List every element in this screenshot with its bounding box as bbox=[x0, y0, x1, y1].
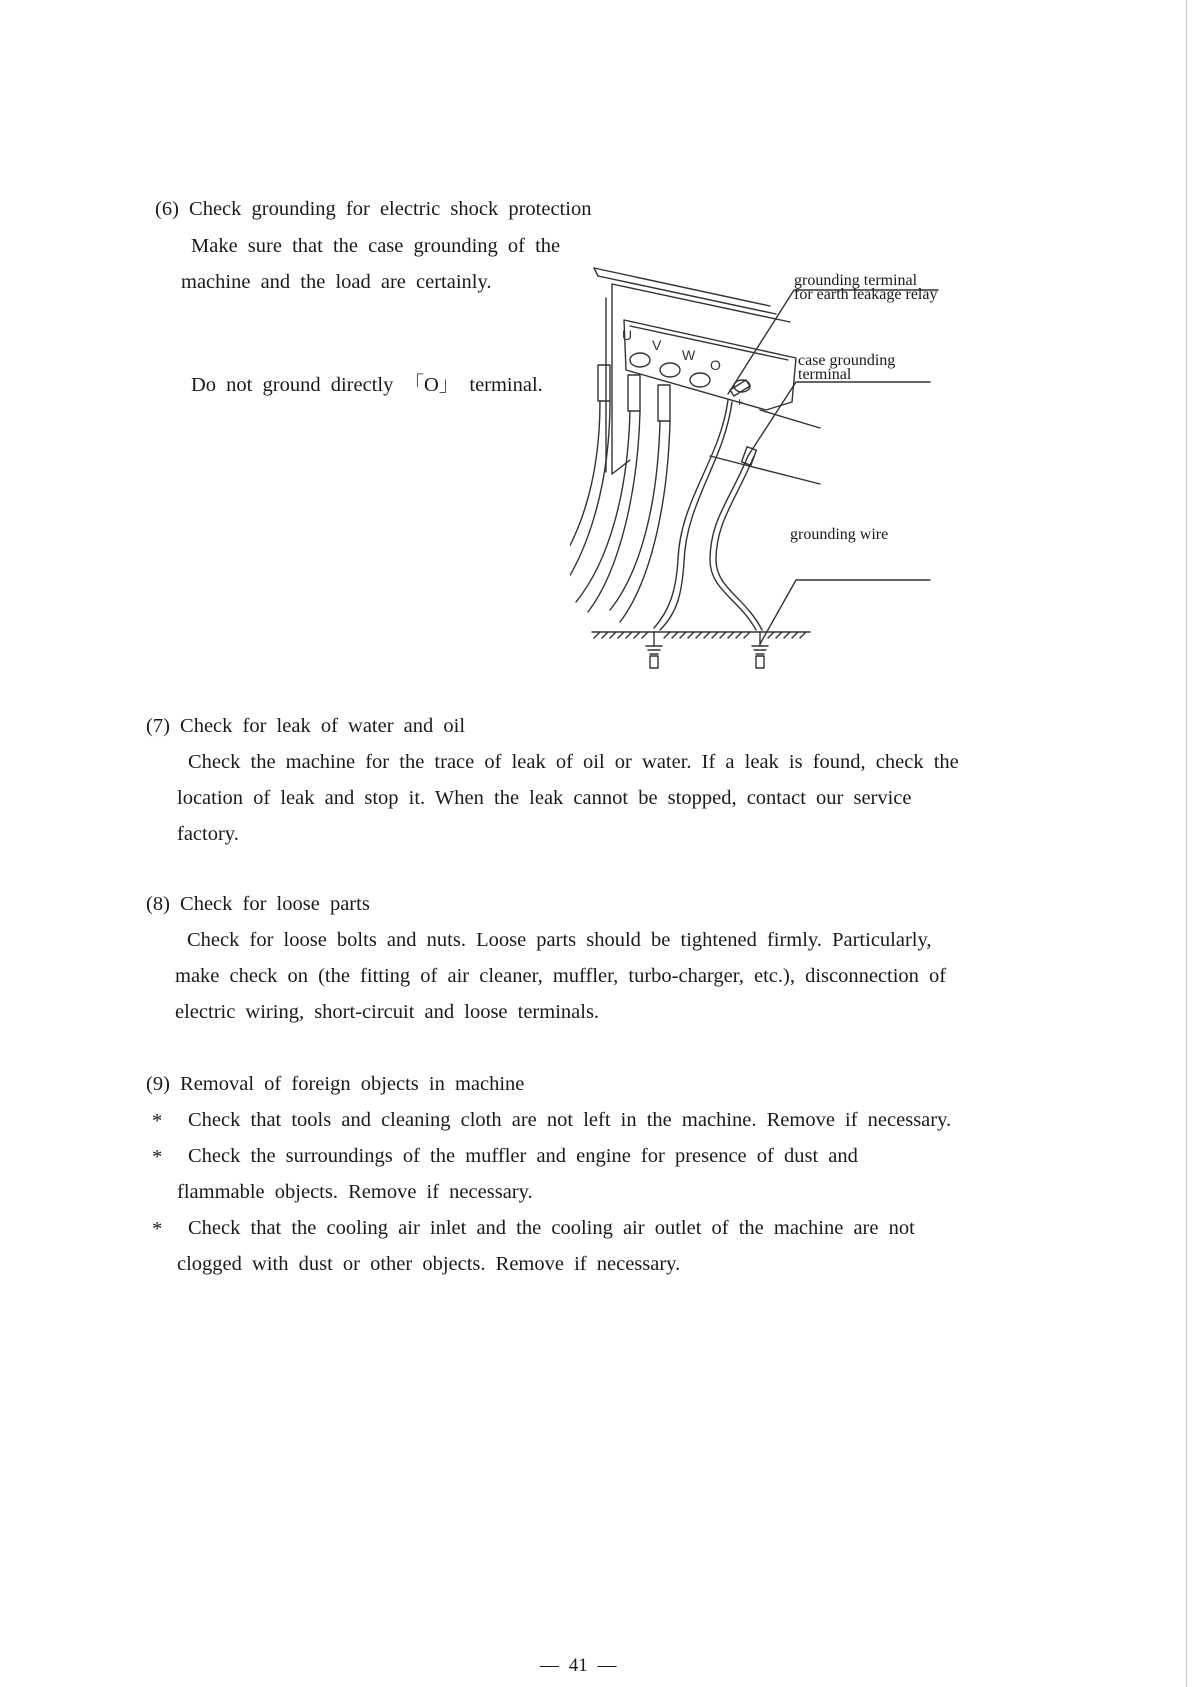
cable-u-left bbox=[570, 401, 600, 584]
section9-item2-line1: Check the surroundings of the muffler and engine for presence of dust and bbox=[188, 1145, 858, 1167]
bullet-2: * bbox=[152, 1146, 163, 1168]
label-relay-line1: grounding terminal bbox=[794, 272, 918, 289]
housing-lower-edge bbox=[710, 456, 820, 484]
housing-top-edge bbox=[594, 268, 770, 306]
earth-rod-right bbox=[756, 656, 764, 668]
grounding-diagram bbox=[570, 260, 1010, 720]
section9-item3-line1: Check that the cooling air inlet and the cooling air outlet of the machine are not bbox=[188, 1217, 915, 1239]
leader-wire bbox=[760, 580, 930, 644]
housing-top-lip bbox=[598, 276, 776, 314]
section6-line1: Make sure that the case grounding of the bbox=[191, 235, 561, 257]
ground-wire-case-inner bbox=[716, 456, 762, 630]
terminal-lug-w bbox=[690, 373, 710, 387]
label-case-line2: terminal bbox=[798, 366, 852, 383]
terminal-label-o: O bbox=[710, 357, 721, 373]
housing-lower-panel bbox=[760, 410, 820, 428]
section9-item1: Check that tools and cleaning cloth are not left in the machine. Remove if necessary. bbox=[188, 1109, 952, 1131]
cable-w-left bbox=[610, 421, 660, 610]
cable-connector-v bbox=[628, 375, 640, 411]
leader-case bbox=[748, 382, 930, 456]
cable-connector-w bbox=[658, 385, 670, 421]
cable-connector-u bbox=[598, 365, 610, 401]
cable-v-left bbox=[576, 411, 630, 602]
scan-edge-line bbox=[1186, 0, 1187, 1687]
section8-heading: (8) Check for loose parts bbox=[146, 893, 370, 915]
section6-line2: machine and the load are certainly. bbox=[181, 271, 492, 293]
earth-symbol-left bbox=[646, 632, 662, 654]
housing-bottom-line bbox=[612, 460, 630, 474]
section8-line2: make check on (the fitting of air cleaner, muffler, turbo-charger, etc.), disconnection of bbox=[175, 965, 947, 987]
section6-heading: (6) Check grounding for electric shock protection bbox=[155, 198, 592, 220]
bullet-3: * bbox=[152, 1218, 163, 1240]
section7-line2: location of leak and stop it. When the leak cannot be stopped, contact our service bbox=[177, 787, 912, 809]
terminal-label-u: U bbox=[622, 327, 633, 343]
earth-rod-left bbox=[650, 656, 658, 668]
section9-item3-line2: clogged with dust or other objects. Remove if necessary. bbox=[177, 1253, 681, 1275]
section9-heading: (9) Removal of foreign objects in machine bbox=[146, 1073, 525, 1095]
ground-wire-relay-inner bbox=[660, 402, 732, 630]
section7-line3: factory. bbox=[177, 823, 239, 845]
section7-line1: Check the machine for the trace of leak of oil or water. If a leak is found, check the bbox=[188, 751, 959, 773]
section8-line3: electric wiring, short-circuit and loose terminals. bbox=[175, 1001, 600, 1023]
page-number: — 41 — bbox=[540, 1655, 617, 1676]
terminal-plus-sign: + bbox=[736, 395, 744, 409]
ground-wire-relay bbox=[654, 400, 728, 628]
bullet-1: * bbox=[152, 1110, 163, 1132]
case-ground-lug bbox=[742, 447, 757, 465]
terminal-nut-o bbox=[730, 380, 750, 396]
terminal-label-v: V bbox=[652, 337, 662, 353]
section9-item2-line2: flammable objects. Remove if necessary. bbox=[177, 1181, 533, 1203]
section6-note: Do not ground directly 「O」 terminal. bbox=[191, 374, 543, 396]
ground-hatching bbox=[594, 632, 806, 638]
terminal-lug-v bbox=[660, 363, 680, 377]
cable-u-right bbox=[570, 401, 610, 594]
label-case-line1: case grounding bbox=[798, 352, 896, 369]
section8-line1: Check for loose bolts and nuts. Loose parts should be tightened firmly. Particularly, bbox=[187, 929, 932, 951]
terminal-label-w: W bbox=[682, 347, 696, 363]
terminal-lug-u bbox=[630, 353, 650, 367]
housing-panel-line bbox=[612, 284, 790, 322]
label-relay-line2: for earth leakage relay bbox=[794, 286, 938, 303]
label-grounding-wire: grounding wire bbox=[790, 526, 889, 543]
section7-heading: (7) Check for leak of water and oil bbox=[146, 715, 466, 737]
